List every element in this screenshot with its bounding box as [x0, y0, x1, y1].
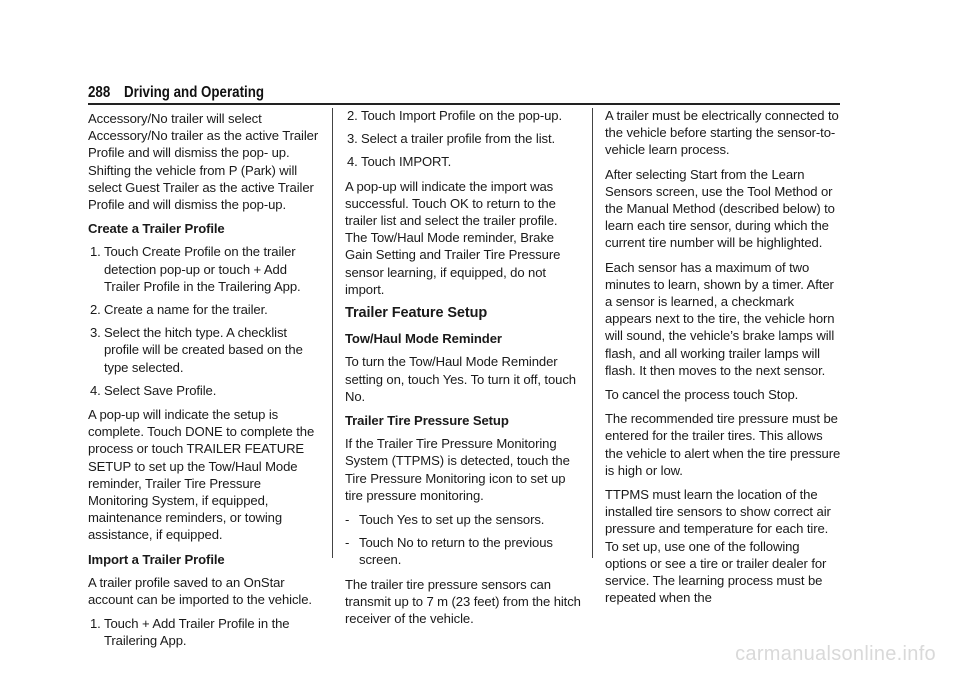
- after-create-paragraph: A pop-up will indicate the setup is complete. Touch DONE to complete the process or touch TRAILER FEATURE SETUP to set up the Tow/Haul Mode reminder, Trailer Tire Pressure Monitoring System, if equipped, maintenance reminders, or towing assistance, if equipped.: [88, 407, 315, 543]
- list-item: 4. Select Save Profile.: [90, 382, 217, 398]
- list-item: 2. Touch Import Profile on the pop-up.: [347, 108, 563, 123]
- list-item: 3. Select the hitch type. A checklist profile will be created based on the type selected.: [90, 325, 303, 375]
- intro-paragraph: Accessory/No trailer will select Accessory/No trailer as the active Trailer Profile and will dismiss the pop- up. Shifting the vehicle from P (Park) will select Guest Trailer as the active Trailer Profile and will dismiss the pop-up.: [88, 111, 319, 213]
- list-item: - Touch Yes to set up the sensors.: [345, 512, 545, 528]
- tire-pressure-heading: Trailer Tire Pressure Setup: [345, 413, 509, 429]
- column-3: [605, 107, 841, 613]
- create-profile-steps: [88, 243, 324, 399]
- list-item: 4. Touch IMPORT.: [347, 154, 452, 170]
- import-profile-steps-start: [88, 615, 324, 649]
- import-intro-paragraph: A trailer profile saved to an OnStar account can be imported to the vehicle.: [88, 574, 312, 608]
- create-profile-heading: Create a Trailer Profile: [88, 221, 225, 237]
- watermark: carmanualsonline.info: [735, 643, 936, 665]
- after-import-paragraph: A pop-up will indicate the import was successful. Touch OK to return to the trailer list and select the trailer profile. The Tow/Haul Mode reminder, Brake Gain Setting and Trailer Tire Pressure sensor learning, if equipped, do not import.: [345, 178, 561, 297]
- list-item: 3. Select a trailer profile from the list.: [347, 131, 556, 147]
- column-divider-1: [332, 108, 333, 558]
- paragraph: After selecting Start from the Learn Sensors screen, use the Tool Method or the Manual Method (described below) to learn each tire sensor, during which the current tire number will be highlighted.: [605, 166, 835, 251]
- tire-pressure-options: [345, 511, 581, 569]
- section-title: Driving and Operating: [124, 84, 264, 101]
- list-item: 1. Touch + Add Trailer Profile in the Trailering App.: [90, 616, 290, 649]
- column-1: [88, 110, 324, 657]
- list-item: 1. Touch Create Profile on the trailer detection pop-up or touch + Add Trailer Profile in the Trailering App.: [90, 244, 301, 294]
- column-divider-2: [592, 108, 593, 558]
- list-item: - Touch No to return to the previous screen.: [345, 535, 553, 568]
- transmit-paragraph: The trailer tire pressure sensors can transmit up to 7 m (23 feet) from the hitch receiver of the vehicle.: [345, 576, 581, 627]
- header-rule: [88, 103, 840, 105]
- paragraph: TTPMS must learn the location of the installed tire sensors to show correct air pressure and temperature for each tire. To set up, use one of the following options or see a tire or trailer dealer for service. The learning process must be repeated when the: [605, 487, 831, 606]
- list-item: 2. Create a name for the trailer.: [90, 302, 268, 318]
- import-profile-heading: Import a Trailer Profile: [88, 551, 225, 567]
- tire-pressure-paragraph: If the Trailer Tire Pressure Monitoring System (TTPMS) is detected, touch the Tire Pressure Monitoring icon to set up tire pressure monitoring.: [345, 436, 570, 503]
- towhaul-paragraph: To turn the Tow/Haul Mode Reminder setting on, touch Yes. To turn it off, touch No.: [345, 354, 576, 404]
- towhaul-heading: Tow/Haul Mode Reminder: [345, 331, 502, 347]
- page-header: [88, 84, 735, 102]
- paragraph: To cancel the process touch Stop.: [605, 387, 799, 403]
- paragraph: A trailer must be electrically connected to the vehicle before starting the sensor-to-vehicle learn process.: [605, 108, 839, 158]
- paragraph: The recommended tire pressure must be entered for the trailer tires. This allows the vehicle to alert when the tire pressure is high or low.: [605, 411, 841, 478]
- column-2: [345, 107, 581, 634]
- feature-setup-heading: Trailer Feature Setup: [345, 305, 488, 322]
- page-number: 288: [88, 84, 111, 101]
- import-profile-steps-cont: [345, 107, 581, 171]
- paragraph: Each sensor has a maximum of two minutes to learn, shown by a timer. After a sensor is learned, a checkmark appears next to the tire, the vehicle horn will sound, the vehicle’s brake lamps will flash, and all working trailer lamps will flash. It then moves to the next sensor.: [605, 259, 835, 378]
